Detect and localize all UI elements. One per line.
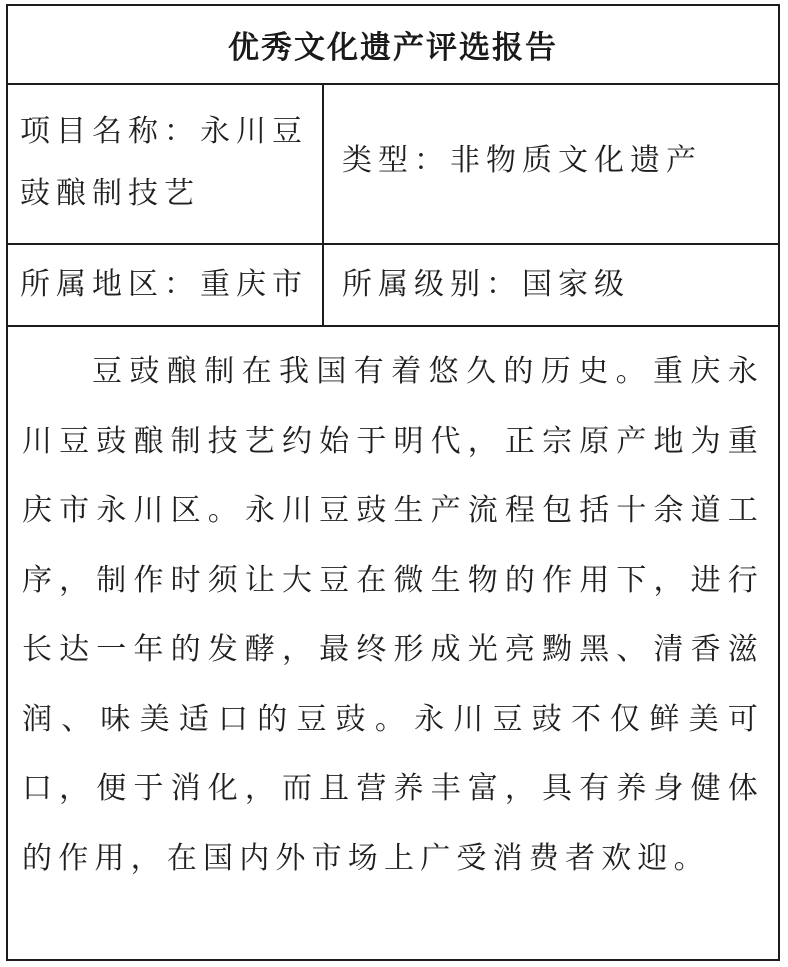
info-row-project (8, 85, 778, 245)
project-name-cell: 项目名称：永川豆豉酿制技艺 (8, 85, 324, 243)
region-text: 所属地区：重庆市 (20, 267, 308, 302)
region-cell (8, 245, 324, 325)
category-cell (324, 85, 780, 243)
level-text: 所属级别：国家级 (342, 267, 630, 302)
category-text: 类型：非物质文化遗产 (342, 143, 702, 178)
report-title: 优秀文化遗产评选报告 (228, 30, 558, 66)
level-cell (324, 245, 780, 325)
info-row-region (8, 245, 778, 327)
report-table (6, 4, 780, 961)
title-row (8, 6, 778, 85)
description-paragraph: 豆豉酿制在我国有着悠久的历史。重庆永川豆豉酿制技艺约始于明代，正宗原产地为重庆市永川区。永川豆豉生产流程包括十余道工序，制作时须让大豆在微生物的作用下，进行长达一年的发酵，最终形成光亮黝黑、清香滋润、味美适口的豆豉。永川豆豉不仅鲜美可口，便于消化，而且营养丰富，具有养身健体的作用，在国内外市场上广受消费者欢迎。 (22, 354, 764, 876)
